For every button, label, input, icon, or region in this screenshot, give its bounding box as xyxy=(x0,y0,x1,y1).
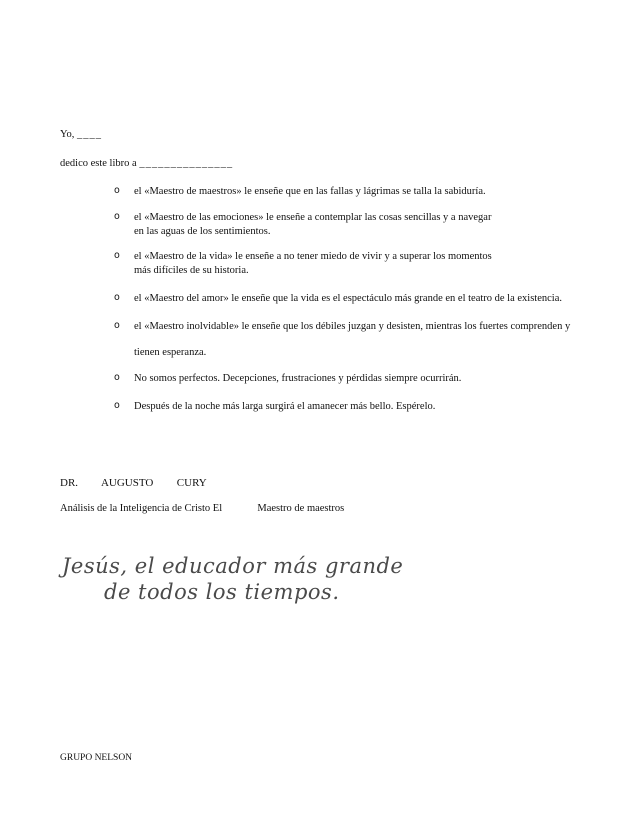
dedication-name-line xyxy=(60,128,102,142)
handwritten-line-2: de todos los tiempos. xyxy=(104,580,340,604)
list-item-text: Después de la noche más larga surgirá el amanecer más bello. Espérelo. xyxy=(134,401,436,412)
author-first-name: AUGUSTO xyxy=(100,477,154,489)
dedication-recipient-line xyxy=(60,157,233,171)
bullet-icon: o xyxy=(114,292,120,303)
book-title-part1: Análisis de la Inteligencia de Cristo El xyxy=(60,503,223,514)
bullet-icon: o xyxy=(114,372,120,383)
dedico-blank: _______________ xyxy=(139,158,234,169)
author-line xyxy=(60,476,207,491)
handwritten-line-1: Jesús, el educador más grande xyxy=(62,554,404,578)
list-item-text: el «Maestro de maestros» le enseñe que en las fallas y lágrimas se talla la sabiduría. xyxy=(134,186,486,197)
bullet-icon: o xyxy=(114,250,120,261)
author-last-name: CURY xyxy=(176,477,207,489)
dedico-label: dedico este libro a xyxy=(60,158,137,169)
bullet-icon: o xyxy=(114,185,120,196)
book-title-line xyxy=(60,502,344,516)
publisher-footer: GRUPO NELSON xyxy=(60,753,133,763)
list-item-text: el «Maestro del amor» le enseñe que la vida es el espectáculo más grande en el teatro de la existencia. xyxy=(134,293,562,304)
yo-blank: ____ xyxy=(77,129,103,140)
book-title-part2: Maestro de maestros xyxy=(257,503,345,514)
list-item-text: el «Maestro de la vida» le enseñe a no tener miedo de vivir y a superar los momentos más difíciles de su historia. xyxy=(134,251,492,277)
list-item-text: No somos perfectos. Decepciones, frustraciones y pérdidas siempre ocurrirán. xyxy=(134,373,462,384)
bullet-icon: o xyxy=(114,400,120,411)
bullet-icon: o xyxy=(114,320,120,331)
list-item-text: el «Maestro de las emociones» le enseñe a contemplar las cosas sencillas y a navegar en las aguas de los sentimientos. xyxy=(134,212,492,238)
author-title: DR. xyxy=(60,477,79,489)
list-item-text: el «Maestro inolvidable» le enseñe que los débiles juzgan y desisten, mientras los fuertes comprenden y tienen esperanza. xyxy=(134,321,571,359)
yo-label: Yo, xyxy=(60,129,75,140)
bullet-icon: o xyxy=(114,211,120,222)
